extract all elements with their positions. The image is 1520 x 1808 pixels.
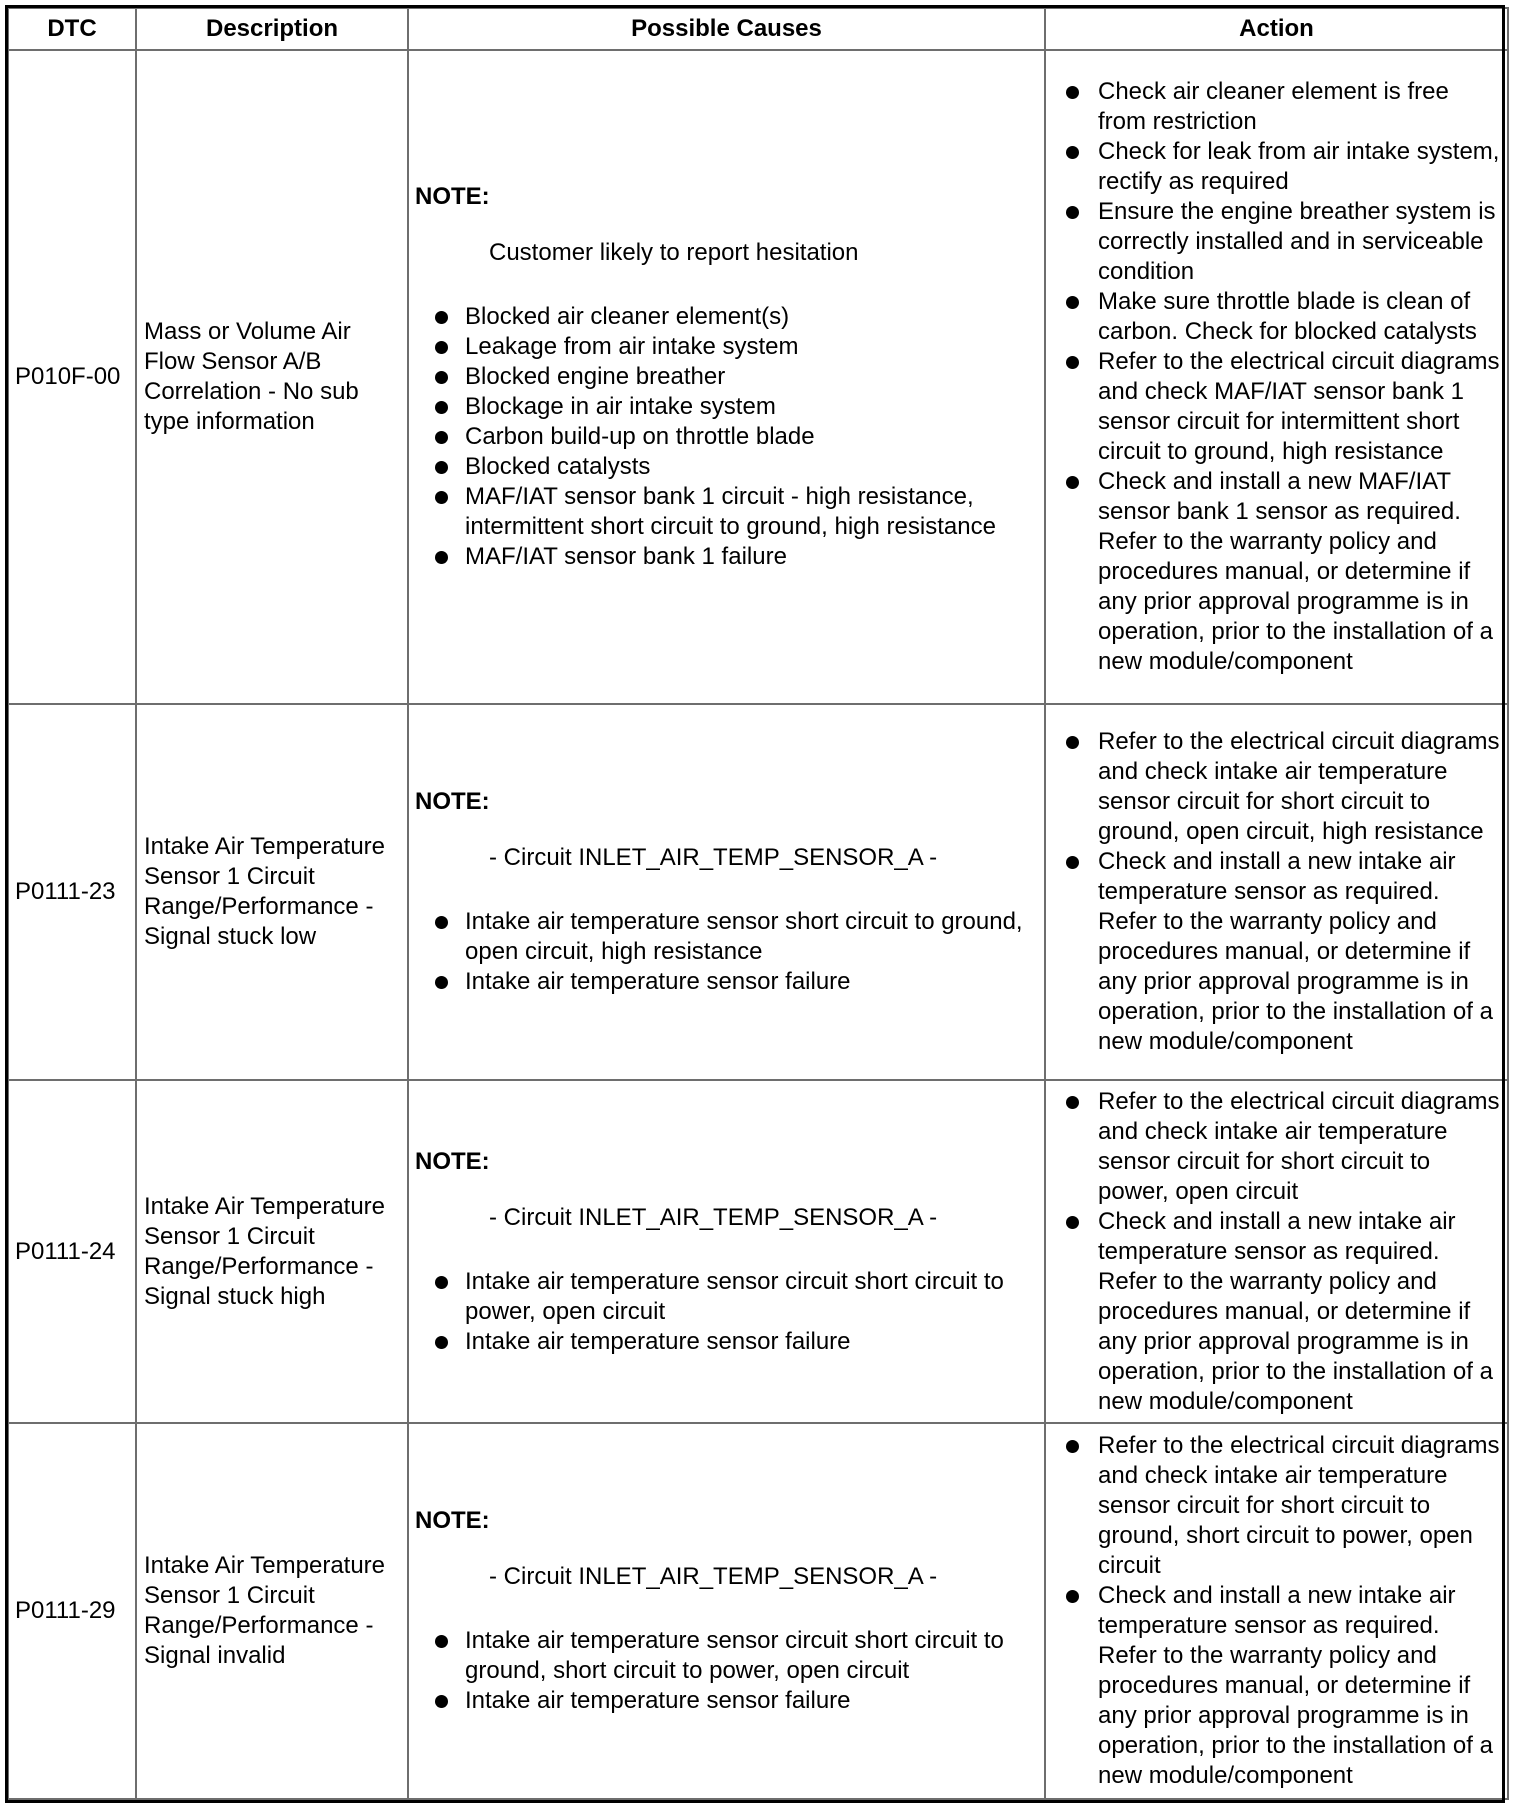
causes-list xyxy=(435,302,1036,572)
dtc-code: P0111-23 xyxy=(8,704,136,1080)
cause-item: Intake air temperature sensor failure xyxy=(435,967,1036,997)
dtc-code: P0111-24 xyxy=(8,1080,136,1423)
note-text: - Circuit INLET_AIR_TEMP_SENSOR_A - xyxy=(489,844,938,871)
table-row xyxy=(8,1080,1508,1423)
note-text: Customer likely to report hesitation xyxy=(489,239,859,266)
note-label: NOTE: xyxy=(415,183,490,210)
action-item: Refer to the electrical circuit diagrams and check intake air temperature sensor circuit for short circuit to ground, short circuit to power, open circuit xyxy=(1066,1431,1501,1581)
actions xyxy=(1045,704,1508,1080)
action-item: Check and install a new MAF/IAT sensor bank 1 sensor as required. Refer to the warranty policy and procedures manual, or determine if any prior approval programme is in operation, prior to the installation of a new module/component xyxy=(1066,467,1501,677)
cause-item: Intake air temperature sensor short circuit to ground, open circuit, high resistance xyxy=(435,907,1036,967)
possible-causes xyxy=(408,704,1045,1080)
note-text: - Circuit INLET_AIR_TEMP_SENSOR_A - xyxy=(489,1563,938,1590)
action-item: Refer to the electrical circuit diagrams and check MAF/IAT sensor bank 1 sensor circuit for intermittent short circuit to ground, high resistance xyxy=(1066,347,1501,467)
causes-list xyxy=(435,907,1036,997)
header-dtc: DTC xyxy=(8,8,136,50)
header-description: Description xyxy=(136,8,408,50)
action-item: Ensure the engine breather system is correctly installed and in serviceable condition xyxy=(1066,197,1501,287)
table-row xyxy=(8,50,1508,704)
actions xyxy=(1045,1080,1508,1423)
dtc-description: Intake Air Temperature Sensor 1 Circuit Range/Performance - Signal stuck low xyxy=(136,704,408,1080)
causes-list xyxy=(435,1267,1036,1357)
cause-item: Carbon build-up on throttle blade xyxy=(435,422,1036,452)
action-item: Refer to the electrical circuit diagrams and check intake air temperature sensor circuit for short circuit to ground, open circuit, high resistance xyxy=(1066,727,1501,847)
cause-item: Blocked engine breather xyxy=(435,362,1036,392)
note-label: NOTE: xyxy=(415,788,490,815)
action-item: Check for leak from air intake system, rectify as required xyxy=(1066,137,1501,197)
actions-list xyxy=(1066,1431,1501,1791)
actions xyxy=(1045,1423,1508,1799)
cause-item: MAF/IAT sensor bank 1 circuit - high resistance, intermittent short circuit to ground, high resistance xyxy=(435,482,1036,542)
note-label: NOTE: xyxy=(415,1147,490,1175)
dtc-code: P0111-29 xyxy=(8,1423,136,1799)
possible-causes xyxy=(408,1080,1045,1423)
table-row xyxy=(8,1423,1508,1799)
cause-item: MAF/IAT sensor bank 1 failure xyxy=(435,542,1036,572)
actions-list xyxy=(1066,727,1501,1057)
cause-item: Blockage in air intake system xyxy=(435,392,1036,422)
cause-item: Leakage from air intake system xyxy=(435,332,1036,362)
action-item: Check and install a new intake air temperature sensor as required. Refer to the warranty policy and procedures manual, or determine if any prior approval programme is in operation, prior to the installation of a new module/component xyxy=(1066,1207,1501,1417)
table-row xyxy=(8,704,1508,1080)
cause-item: Intake air temperature sensor failure xyxy=(435,1327,1036,1357)
dtc-description: Intake Air Temperature Sensor 1 Circuit Range/Performance - Signal invalid xyxy=(136,1423,408,1799)
cause-item: Intake air temperature sensor failure xyxy=(435,1686,1036,1716)
possible-causes xyxy=(408,50,1045,704)
dtc-table xyxy=(7,7,1509,1800)
action-item: Check air cleaner element is free from restriction xyxy=(1066,77,1501,137)
note-label: NOTE: xyxy=(415,1507,490,1534)
actions-list xyxy=(1066,77,1501,677)
causes-list xyxy=(435,1626,1036,1716)
dtc-description: Mass or Volume Air Flow Sensor A/B Correlation - No sub type information xyxy=(136,50,408,704)
header-action: Action xyxy=(1045,8,1508,50)
dtc-description: Intake Air Temperature Sensor 1 Circuit Range/Performance - Signal stuck high xyxy=(136,1080,408,1423)
action-item: Refer to the electrical circuit diagrams and check intake air temperature sensor circuit for short circuit to power, open circuit xyxy=(1066,1087,1501,1207)
possible-causes xyxy=(408,1423,1045,1799)
action-item: Check and install a new intake air temperature sensor as required. Refer to the warranty policy and procedures manual, or determine if any prior approval programme is in operation, prior to the installation of a new module/component xyxy=(1066,1581,1501,1791)
actions-list xyxy=(1066,1087,1501,1417)
dtc-code: P010F-00 xyxy=(8,50,136,704)
cause-item: Intake air temperature sensor circuit short circuit to ground, short circuit to power, open circuit xyxy=(435,1626,1036,1686)
actions xyxy=(1045,50,1508,704)
header-possible-causes: Possible Causes xyxy=(408,8,1045,50)
cause-item: Blocked catalysts xyxy=(435,452,1036,482)
note-text: - Circuit INLET_AIR_TEMP_SENSOR_A - xyxy=(489,1203,938,1231)
cause-item: Intake air temperature sensor circuit short circuit to power, open circuit xyxy=(435,1267,1036,1327)
action-item: Check and install a new intake air temperature sensor as required. Refer to the warranty policy and procedures manual, or determine if any prior approval programme is in operation, prior to the installation of a new module/component xyxy=(1066,847,1501,1057)
header-row xyxy=(8,8,1508,50)
action-item: Make sure throttle blade is clean of carbon. Check for blocked catalysts xyxy=(1066,287,1501,347)
cause-item: Blocked air cleaner element(s) xyxy=(435,302,1036,332)
